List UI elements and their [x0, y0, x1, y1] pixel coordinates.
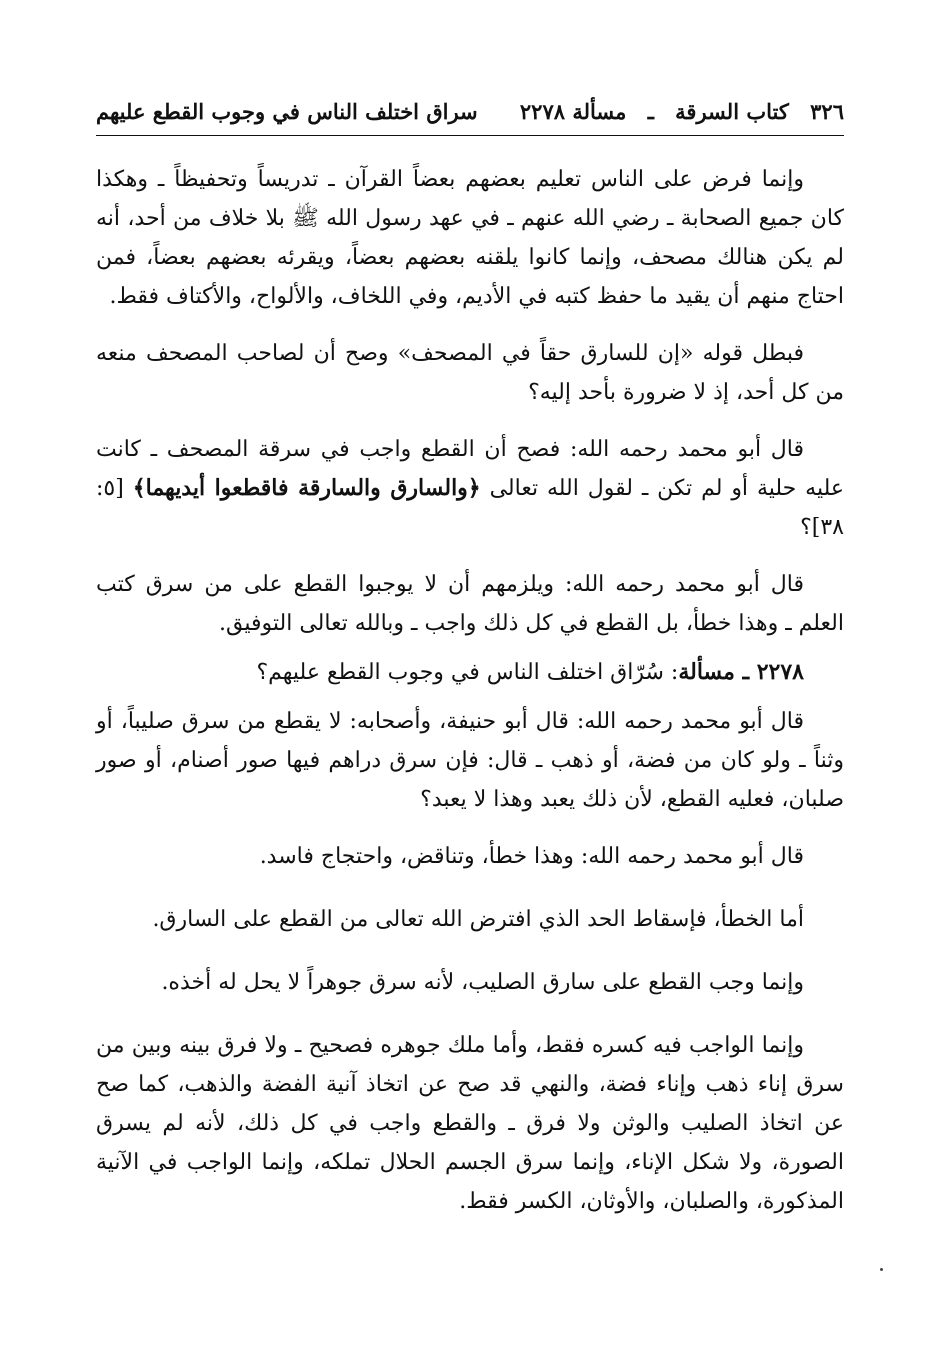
main-text: [96, 160, 844, 1239]
book-title: كتاب السرقة: [675, 99, 789, 124]
masala-dash: ـ: [734, 659, 757, 685]
header-separator: ـ: [647, 99, 654, 124]
paragraph-6: قال أبو محمد رحمه الله: وهذا خطأ، وتناقض، واحتجاج فاسد.: [259, 844, 804, 869]
paragraph-4: قال أبو محمد رحمه الله: ويلزمهم أن لا يوجبوا القطع على من سرق كتب العلم ـ وهذا خطأ، بل القطع في كل ذلك واجب ـ وبالله تعالى التوفيق.: [96, 572, 844, 636]
scan-speck: [880, 1268, 883, 1271]
verse-intro: قال أبو محمد رحمه الله: فصح أن القطع واجب في سرقة المصحف ـ كانت عليه حلية أو لم تكن ـ لقول الله تعالى: [96, 437, 844, 501]
paragraph-7: أما الخطأ، فإسقاط الحد الذي افترض الله تعالى من القطع على السارق.: [152, 907, 804, 932]
masala-number: ٢٢٧٨: [756, 659, 804, 685]
verse-reference: [٥: ٣٨]؟: [96, 476, 844, 540]
issue-number: مسألة ٢٢٧٨: [519, 99, 627, 124]
header-right-group: [506, 99, 844, 124]
header-topic: سراق اختلف الناس في وجوب القطع عليهم: [96, 99, 478, 124]
page-number: ٣٢٦: [810, 99, 844, 124]
masala-label: مسألة: [678, 659, 735, 685]
masala-title: : سُرّاق اختلف الناس في وجوب القطع عليهم؟: [256, 660, 679, 685]
paragraph-8: وإنما وجب القطع على سارق الصليب، لأنه سرق جوهراً لا يحل له أخذه.: [161, 970, 804, 995]
paragraph-5: قال أبو محمد رحمه الله: قال أبو حنيفة، وأصحابه: لا يقطع من سرق صليباً، أو وثناً ـ ولو كان من فضة، أو ذهب ـ قال: فإن سرق دراهم فيها صور أصنام، أو صور صلبان، فعليه القطع، لأن ذلك يعبد وهذا لا يعبد؟: [96, 709, 844, 812]
running-header: [96, 95, 844, 136]
paragraph-1: وإنما فرض على الناس تعليم بعضهم بعضاً القرآن ـ تدريساً وتحفيظاً ـ وهكذا كان جميع الصحابة ـ رضي الله عنهم ـ في عهد رسول الله ﷺ بلا خلاف من أحد، أنه لم يكن هنالك مصحف، وإنما كانوا يلقنه بعضهم بعضاً، ويقرئه بعضهم بعضاً، فمن احتاج منهم أن يقيد ما حفظ كتبه في الأديم، وفي اللخاف، والألواح، والأكتاف فقط.: [96, 167, 844, 309]
masala-heading: [96, 653, 844, 692]
quran-verse: ﴿والسارق والسارقة فاقطعوا أيديهما﴾: [132, 475, 481, 501]
paragraph-9: وإنما الواجب فيه كسره فقط، وأما ملك جوهره فصحيح ـ ولا فرق بينه وبين من سرق إناء ذهب وإناء فضة، والنهي قد صح عن اتخاذ آنية الفضة والذهب، كما صح عن اتخاذ الصليب والوثن ولا فرق ـ والقطع واجب في كل ذلك، لأنه لم يسرق الصورة، ولا شكل الإناء، وإنما سرق الجسم الحلال تملكه، وإنما الواجب في الآنية المذكورة، والصلبان، والأوثان، الكسر فقط.: [96, 1033, 844, 1214]
paragraph-2: فبطل قوله «إن للسارق حقاً في المصحف» وصح أن لصاحب المصحف منعه من كل أحد، إذ لا ضرورة بأحد إليه؟: [96, 341, 844, 405]
paragraph-verse: [96, 430, 844, 547]
